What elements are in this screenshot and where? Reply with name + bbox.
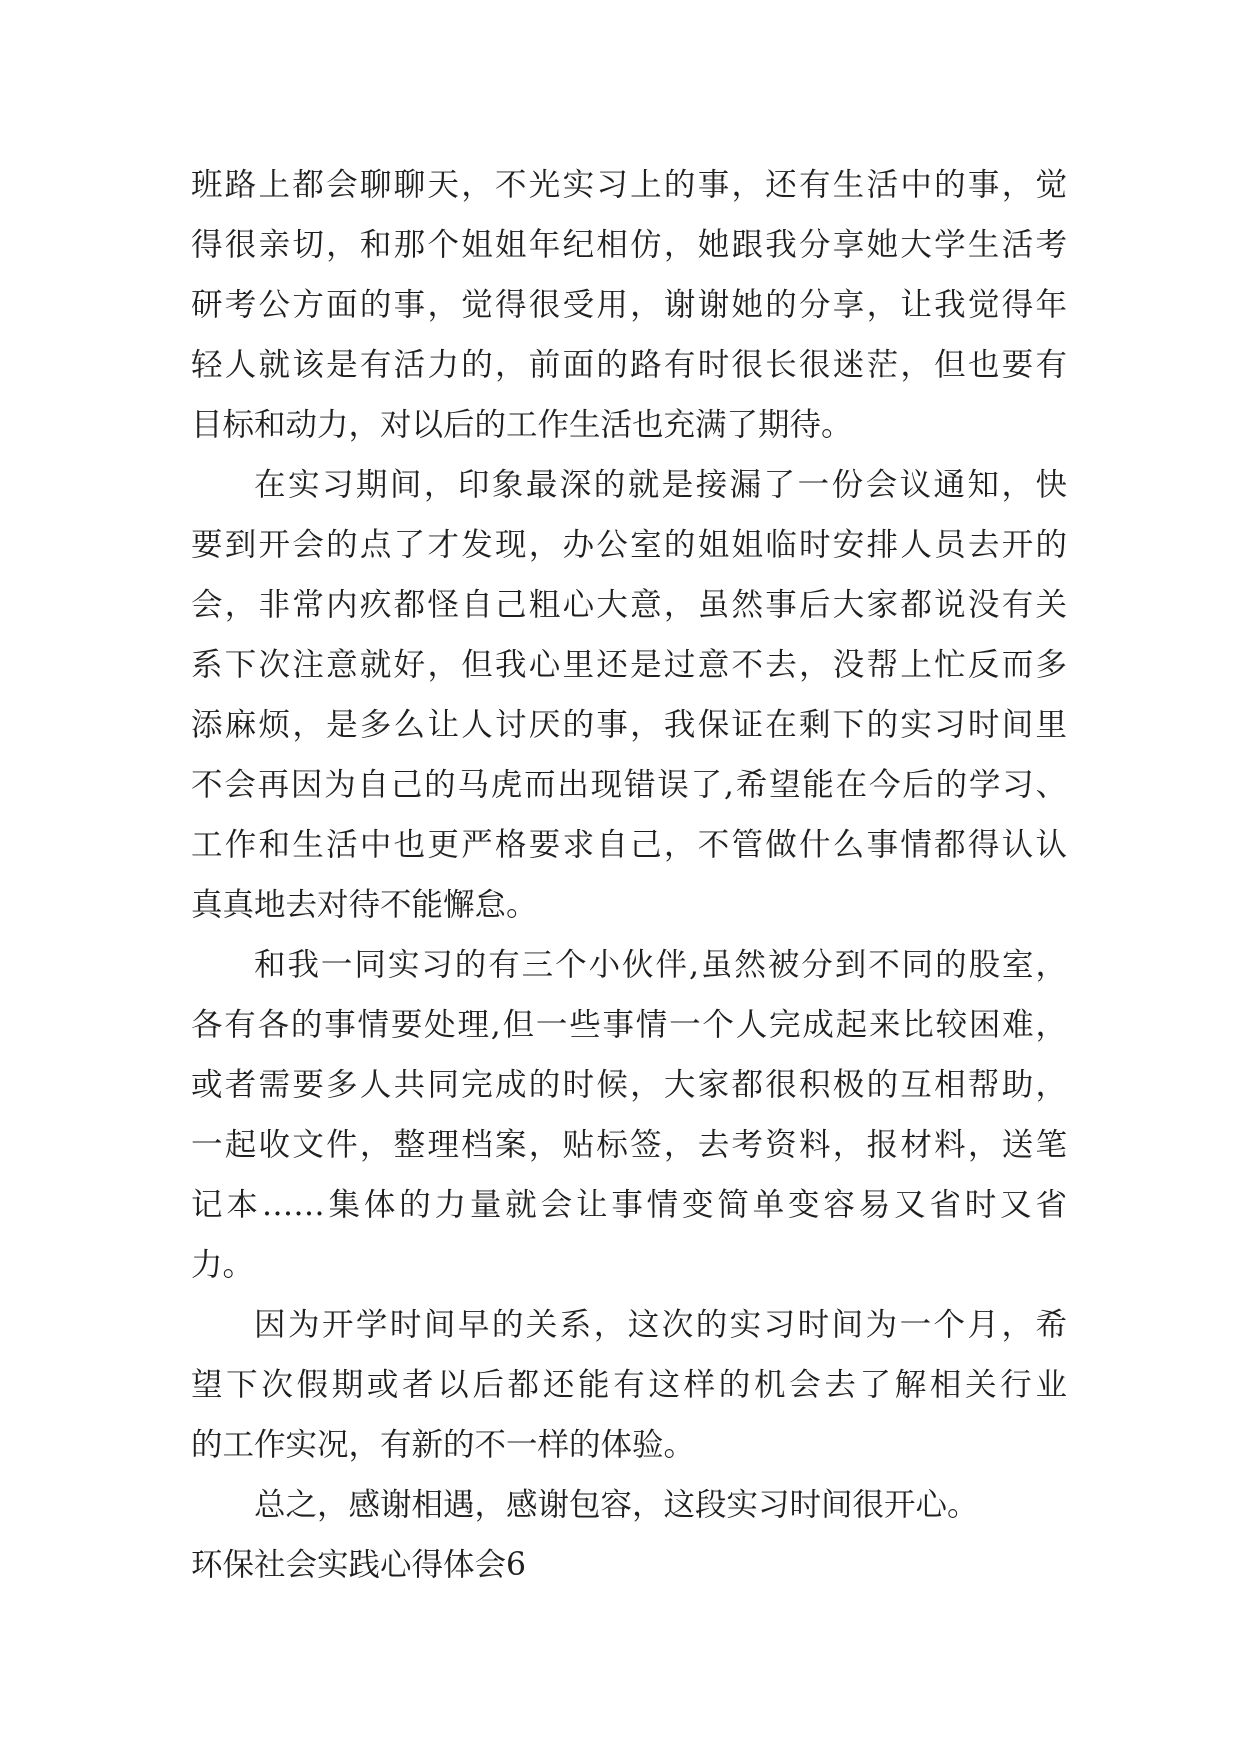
text-line: 在实习期间，印象最深的就是接漏了一份会议通知，快 (254, 467, 1067, 503)
text-line: 力。 (191, 1247, 255, 1283)
document-body (191, 155, 1067, 1595)
text-line: 因为开学时间早的关系，这次的实习时间为一个月，希 (254, 1307, 1067, 1343)
text-line: 不会再因为自己的马虎而出现错误了,希望能在今后的学习、 (191, 767, 1067, 803)
text-line: 和我一同实习的有三个小伙伴,虽然被分到不同的股室， (254, 947, 1067, 983)
text-line: 真真地去对待不能懈怠。 (191, 887, 538, 923)
text-line: 的工作实况，有新的不一样的体验。 (191, 1427, 696, 1463)
text-line: 班路上都会聊聊天，不光实习上的事，还有生活中的事，觉 (191, 167, 1067, 203)
text-line: 一起收文件，整理档案，贴标签，去考资料，报材料，送笔 (191, 1127, 1067, 1163)
text-line: 望下次假期或者以后都还能有这样的机会去了解相关行业 (191, 1367, 1067, 1403)
paragraph (191, 155, 1067, 455)
section-heading: 环保社会实践心得体会6 (191, 1547, 527, 1583)
text-line: 轻人就该是有活力的，前面的路有时很长很迷茫，但也要有 (191, 347, 1067, 383)
text-line: 得很亲切，和那个姐姐年纪相仿，她跟我分享她大学生活考 (191, 227, 1067, 263)
text-line: 添麻烦，是多么让人讨厌的事，我保证在剩下的实习时间里 (191, 707, 1067, 743)
text-line: 总之，感谢相遇，感谢包容，这段实习时间很开心。 (254, 1487, 979, 1523)
text-line: 系下次注意就好，但我心里还是过意不去，没帮上忙反而多 (191, 647, 1067, 683)
text-line: 研考公方面的事，觉得很受用，谢谢她的分享，让我觉得年 (191, 287, 1067, 323)
text-line: 或者需要多人共同完成的时候，大家都很积极的互相帮助， (191, 1067, 1067, 1103)
text-line: 记本……集体的力量就会让事情变简单变容易又省时又省 (191, 1187, 1067, 1223)
text-line: 要到开会的点了才发现，办公室的姐姐临时安排人员去开的 (191, 527, 1067, 563)
paragraph (191, 1475, 1067, 1535)
text-line: 会，非常内疚都怪自己粗心大意，虽然事后大家都说没有关 (191, 587, 1067, 623)
text-line: 各有各的事情要处理,但一些事情一个人完成起来比较困难， (191, 1007, 1067, 1043)
text-line: 目标和动力，对以后的工作生活也充满了期待。 (191, 407, 853, 443)
paragraph (191, 455, 1067, 935)
paragraph (191, 935, 1067, 1295)
text-line: 工作和生活中也更严格要求自己，不管做什么事情都得认认 (191, 827, 1067, 863)
paragraph (191, 1295, 1067, 1475)
